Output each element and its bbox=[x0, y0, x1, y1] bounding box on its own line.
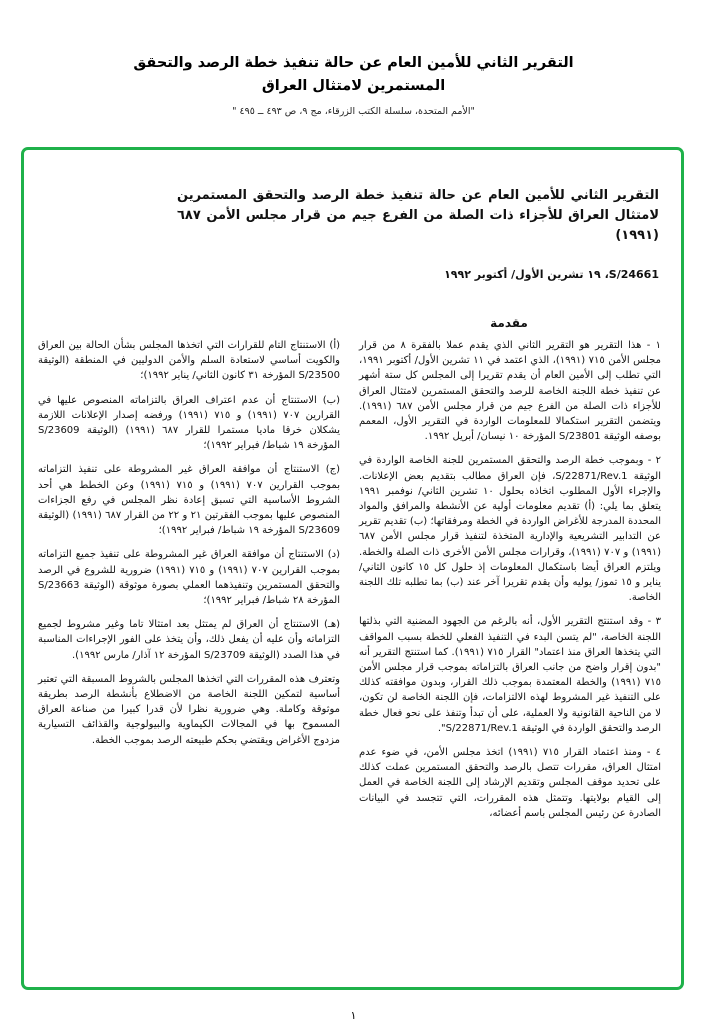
item-dal: (د) الاستنتاج أن موافقة العراق غير المشروطة على تنفيذ جميع التزاماته بموجب القرارين ٧٠٧ (١٩٩١) و ٧١٥ (١٩٩١) ضرورية للشروع في الرصد والتحقق المستمرين وتنفيذهما العملي بصورة موثوقة (الوثيقة S/23663 المؤرخة ٢٨ شباط/ فبراير ١٩٩٢)؛ bbox=[38, 549, 340, 607]
document-reference: S/24661، ١٩ تشرين الأول/ أكتوبر ١٩٩٢ bbox=[444, 268, 659, 281]
document-title: التقرير الثاني للأمين العام عن حالة تنفيذ خطة الرصد والتحقق المستمرين لامتثال العراق للأجزاء ذات الصلة من الفرع جيم من قرار مجلس الأمن ٦٨٧ (١٩٩١) bbox=[177, 188, 659, 243]
left-text-column bbox=[38, 338, 340, 757]
document-frame bbox=[21, 147, 684, 990]
item-jim: (ج) الاستنتاج أن موافقة العراق غير المشروطة على تنفيذ التزاماته بموجب القرارين ٧٠٧ (١٩٩١) و ٧١٥ (١٩٩١) وعن الخطط هي أحد الشروط الأساسية التي تسبق إعادة نظر المجلس في رفع الجزاءات المنصوص عليها بموجب الفقرتين ٢١ و ٢٢ من القرار ٦٨٧ (١٩٩١) (الوثيقة S/23609 المؤرخة ١٩ شباط/ فبراير ١٩٩٢)؛ bbox=[38, 464, 340, 537]
paragraph-1: ١ - هذا التقرير هو التقرير الثاني الذي يقدم عملا بالفقرة ٨ من قرار مجلس الأمن ٧١٥ (١٩٩١)، الذي اعتمد في ١١ تشرين الأول/ أكتوبر ١٩٩١، التي تطلب إلى الأمين العام أن يقدم تقريرا إلى المجلس كل ستة أشهر عن تنفيذ خطة اللجنة الخاصة للرصد والتحقق المستمرين لامتثال العراق للأجزاء ذات الصلة من الفرع جيم من قرار مجلس الأمن ٦٨٧ (١٩٩١). ويتضمن التقرير استكمالا للمعلومات الواردة في التقرير الأول، المعمم بوصفه الوثيقة S/23801 المؤرخة ١٠ نيسان/ أبريل ١٩٩٢. bbox=[359, 340, 661, 443]
page-number: ١ bbox=[350, 1009, 357, 1022]
header-title-line2: المستمرين لامتثال العراق bbox=[261, 78, 446, 94]
paragraph-2: ٢ - وبموجب خطة الرصد والتحقق المستمرين للجنة الخاصة الواردة في الوثيقة S/22871/Rev.1، فإن العراق مطالب بتقديم بعض الإعلانات. والإجراء الأول المطلوب اتخاذه بحلول ١٠ تشرين الثاني/ نوفمبر ١٩٩١ يتعلق بما يلي: (أ) تقديم معلومات أولية عن الأنشطة والمرافق والمواد المحددة المدرجة للأغراض الواردة في الخطة ومرفقاتها؛ (ب) تقديم تقرير عن التدابير التشريعية والإدارية المتخذة لتنفيذ قرار مجلس الأمن ٦٨٧ (١٩٩١) و ٧٠٧ (١٩٩١)، وقرارات مجلس الأمن الأخرى ذات الصلة والخطة. ويلتزم العراق أيضا باستكمال المعلومات إذ حلول كل ١٥ كانون الثاني/ يناير و ١٥ تموز/ يوليه وأن يقدم تقريرا آخر عند (ب) بما تطلبه تلك اللجنة الخاصة. bbox=[359, 455, 662, 604]
header-subtitle: "الأمم المتحدة، سلسلة الكتب الزرقاء، مج ٩، ص ٤٩٣ ــ ٤٩٥ " bbox=[232, 106, 475, 117]
paragraph-3: ٣ - وقد استنتج التقرير الأول، أنه بالرغم من الجهود المضنية التي بذلتها اللجنة الخاصة، "لم يتسن البدء في التنفيذ الفعلي للخطة بسبب المواقف التي يتخذها العراق منذ اعتماد" القرار ٧١٥ (١٩٩١). كما استنتج التقرير أنه "بدون إقرار واضح من جانب العراق بالتزاماته بموجب قرار مجلس الأمن ٧١٥ (١٩٩١) والخطة المعتمدة بموجب ذلك القرار، وبدون موافقته كذلك على التنفيذ غير المشروط لهذه الالتزامات، فإن اللجنة الخاصة لن تكون، لا من الناحية القانونية ولا العملية، على أن تبدأ وتنفذ على نحو فعال خطة الرصد والتحقق الواردة في الوثيقة S/22871/Rev.1". bbox=[359, 616, 661, 734]
right-text-column bbox=[359, 338, 661, 830]
item-alef: (أ) الاستنتاج التام للقرارات التي اتخذها المجلس بشأن الحالة بين العراق والكويت أساسي لاستعادة السلم والأمن الدوليين في المنطقة (الوثيقة S/23500 المؤرخة ٣١ كانون الثاني/ يناير ١٩٩٢)؛ bbox=[38, 340, 340, 382]
header-title-line1: التقرير الثاني للأمين العام عن حالة تنفيذ خطة الرصد والتحقق bbox=[133, 55, 574, 71]
item-ha: (هـ) الاستنتاج أن العراق لم يمتثل بعد امتثالا تاما وغير مشروط لجميع التزاماته وأن عليه أن يفعل ذلك، وأن يتخذ على الفور الإجراءات المناسبة في هذا الصدد (الوثيقة S/23709 المؤرخة ١٢ آذار/ مارس ١٩٩٢). bbox=[38, 619, 340, 661]
paragraph-4: ٤ - ومنذ اعتماد القرار ٧١٥ (١٩٩١) اتخذ مجلس الأمن، في ضوء عدم امتثال العراق، مقررات تتصل بالرصد والتحقق المستمرين عملت كذلك على تحديد موقف المجلس وتقديم الإرشاد إلى اللجنة الخاصة في العمل إلى القيام بولايتها. وتتمثل هذه المقررات، التي تتجسد في البيانات الصادرة عن رئيس المجلس باسم أعضائه، bbox=[359, 747, 662, 819]
item-ba: (ب) الاستنتاج أن عدم اعتراف العراق بالتزاماته المنصوص عليها في القرارين ٧٠٧ (١٩٩١) و ٧١٥ (١٩٩١) ورفضه إصدار الإعلانات اللازمة يشكلان خرقا ماديا مستمرا للقرار ٦٨٧ (١٩٩١) (الوثيقة S/23609 المؤرخة ١٩ شباط/ فبراير ١٩٩٢)؛ bbox=[38, 394, 341, 452]
page-header bbox=[0, 52, 707, 117]
section-heading-introduction: مقدمة bbox=[490, 316, 528, 330]
closing-paragraph: وتعترف هذه المقررات التي اتخذها المجلس بالشروط المسبقة التي تعتبر أساسية لتمكين اللجنة الخاصة من الاضطلاع بأنشطة الرصد بطريقة موثوقة وكاملة. وهي ضرورية نظرا لأن قدرا كبيرا من صناعة العراق المسموح بها في المجالات الكيماوية والبيولوجية والقذائف التسيارية مزدوج الأغراض ويقتضي بحكم طبيعته الرصد بموجب الخطة. bbox=[38, 673, 340, 746]
